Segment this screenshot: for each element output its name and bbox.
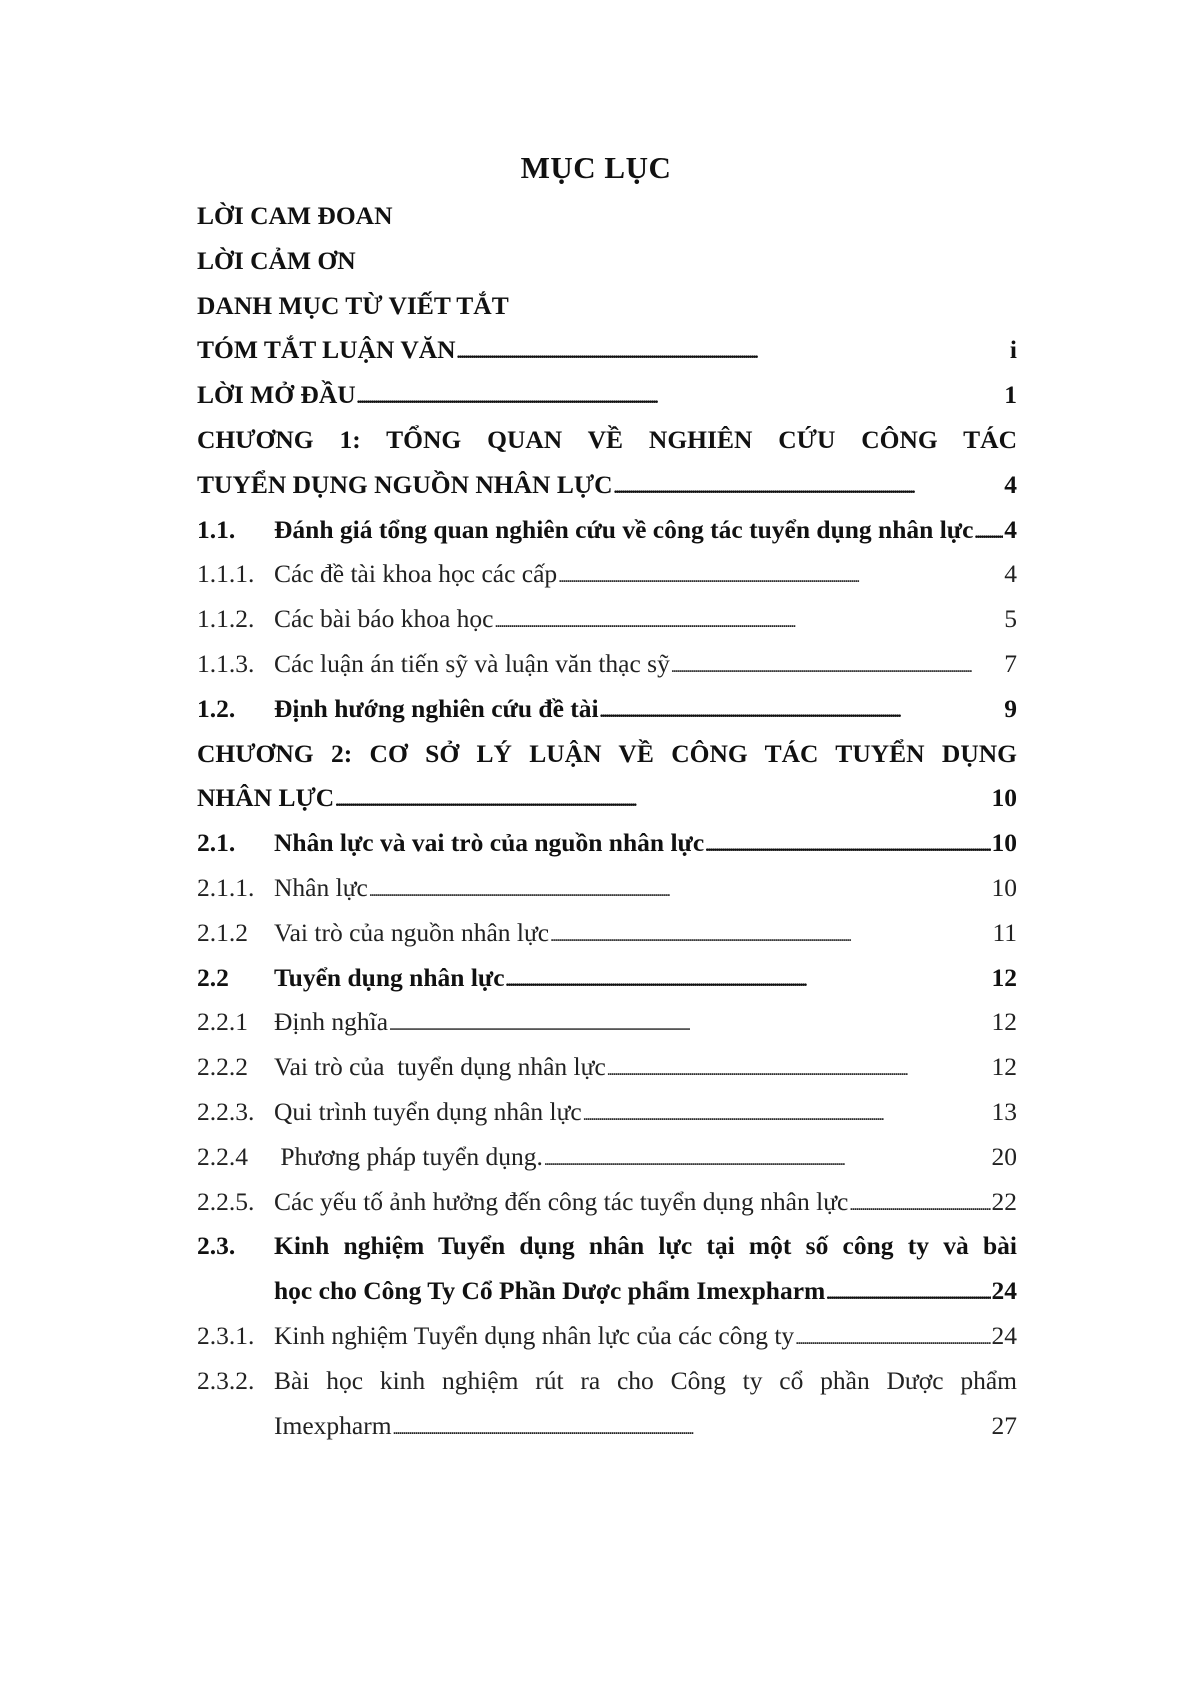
toc-page-number: 20 xyxy=(991,1141,1017,1171)
toc-entry-text: học cho Công Ty Cổ Phần Dược phẩm Imexpharm xyxy=(274,1276,826,1306)
dot-leader xyxy=(393,1404,991,1453)
toc-section-number: 2.3. xyxy=(197,1231,236,1261)
toc-entry-2-1-1[interactable] xyxy=(197,866,1017,911)
toc-entry-2-1-2[interactable] xyxy=(197,911,1017,956)
toc-entry-2-2-2[interactable] xyxy=(197,1045,1017,1090)
toc-section-number: 1.1.3. xyxy=(197,648,255,678)
toc-page-number: 10 xyxy=(991,783,1017,813)
toc-entry-text: TÓM TẮT LUẬN VĂN xyxy=(197,335,456,365)
toc-entry-chapter-2-line1[interactable] xyxy=(197,732,1017,777)
toc-section-number: 1.1.2. xyxy=(197,604,255,634)
toc-entry-text: Qui trình tuyển dụng nhân lực xyxy=(274,1096,582,1126)
toc-page-number: 24 xyxy=(991,1320,1017,1350)
toc-entry-chapter-2-line2[interactable] xyxy=(197,776,1017,821)
toc-page-number: 10 xyxy=(991,872,1017,902)
toc-entry-2-3-2-line2[interactable] xyxy=(197,1404,1017,1449)
toc-entry-2-2-1[interactable] xyxy=(197,1000,1017,1045)
toc-entry-2-1[interactable] xyxy=(197,821,1017,866)
toc-entry-2-2-4[interactable] xyxy=(197,1135,1017,1180)
toc-page-number: 9 xyxy=(1004,693,1017,723)
toc-page-number: 11 xyxy=(992,917,1017,947)
toc-entry-1-2[interactable] xyxy=(197,687,1017,732)
toc-entry-chapter-1-line2[interactable] xyxy=(197,463,1017,508)
toc-entry-1-1[interactable] xyxy=(197,508,1017,553)
toc-entry-loi-mo-dau[interactable] xyxy=(197,373,1017,418)
toc-entry-2-2-5[interactable] xyxy=(197,1180,1017,1225)
toc-entry-text: Các bài báo khoa học xyxy=(274,604,494,634)
toc-page-number: 22 xyxy=(991,1186,1017,1216)
toc-entry-text: TUYỂN DỤNG NGUỒN NHÂN LỰC xyxy=(197,469,613,499)
toc-entry-text: Kinh nghiệm Tuyển dụng nhân lực tại một số công ty và bài xyxy=(274,1231,1017,1261)
toc-section-number: 2.1. xyxy=(197,828,236,858)
dot-leader xyxy=(544,1135,991,1184)
dot-leader xyxy=(849,1180,990,1229)
dot-leader xyxy=(357,373,1004,422)
toc-entry-loi-cam-on[interactable] xyxy=(197,239,1017,284)
toc-page-number: 12 xyxy=(991,962,1017,992)
dot-leader xyxy=(607,1045,991,1094)
toc-section-number: 1.2. xyxy=(197,693,236,723)
toc-entry-2-2[interactable] xyxy=(197,956,1017,1001)
toc-entry-text: CHƯƠNG 2: CƠ SỞ LÝ LUẬN VỀ CÔNG TÁC TUYỂN DỤNG xyxy=(197,738,1017,768)
toc-section-number: 1.1. xyxy=(197,514,236,544)
toc-page-number: 4 xyxy=(1004,514,1017,544)
toc-entry-2-3-1[interactable] xyxy=(197,1314,1017,1359)
toc-page-number: 12 xyxy=(991,1052,1017,1082)
toc-section-number: 2.2.5. xyxy=(197,1186,255,1216)
toc-entry-text: Định hướng nghiên cứu đề tài xyxy=(274,693,599,723)
toc-entry-danh-muc[interactable] xyxy=(197,284,1017,329)
toc-entry-text: Bài học kinh nghiệm rút ra cho Công ty cổ phần Dược phẩm xyxy=(274,1365,1017,1395)
toc-page-number: 13 xyxy=(991,1096,1017,1126)
dot-leader xyxy=(506,956,991,1005)
toc-entry-tom-tat[interactable] xyxy=(197,328,1017,373)
toc-page-number: 12 xyxy=(991,1007,1017,1037)
toc-section-number: 2.2.2 xyxy=(197,1052,248,1082)
dot-leader xyxy=(600,687,1004,736)
toc-entry-text: LỜI CẢM ƠN xyxy=(197,245,356,275)
dot-leader xyxy=(974,508,1003,557)
toc-entry-text: Đánh giá tổng quan nghiên cứu về công tác tuyển dụng nhân lực xyxy=(274,514,974,544)
toc-section-number: 2.3.2. xyxy=(197,1365,255,1395)
dot-leader xyxy=(795,1314,990,1363)
toc-entry-text: Vai trò của tuyển dụng nhân lực xyxy=(274,1052,606,1082)
toc-page-number: 4 xyxy=(1004,559,1017,589)
toc-page-number: 24 xyxy=(991,1276,1017,1306)
toc-section-number: 2.2.3. xyxy=(197,1096,255,1126)
toc-section-number: 2.3.1. xyxy=(197,1320,255,1350)
dot-leader xyxy=(705,821,990,870)
toc-entry-2-3-line2[interactable] xyxy=(197,1269,1017,1314)
dot-leader xyxy=(614,463,1004,512)
dot-leader xyxy=(495,597,1004,646)
toc-section-number: 2.2 xyxy=(197,962,229,992)
toc-entry-1-1-2[interactable] xyxy=(197,597,1017,642)
toc-entry-2-3-line1[interactable] xyxy=(197,1224,1017,1269)
toc-page-number: i xyxy=(1009,335,1017,365)
toc-section-number: 2.2.4 xyxy=(197,1141,248,1171)
toc-entry-text: LỜI CAM ĐOAN xyxy=(197,201,393,230)
toc-entry-text: Vai trò của nguồn nhân lực xyxy=(274,917,550,947)
toc-entry-2-3-2-line1[interactable] xyxy=(197,1359,1017,1404)
toc-section-number: 2.1.2 xyxy=(197,917,248,947)
toc-entry-1-1-3[interactable] xyxy=(197,642,1017,687)
toc-entry-text: Kinh nghiệm Tuyển dụng nhân lực của các công ty xyxy=(274,1320,795,1350)
dot-leader xyxy=(583,1090,991,1139)
dot-leader xyxy=(558,552,1003,601)
toc-entry-1-1-1[interactable] xyxy=(197,552,1017,597)
toc-section-number: 1.1.1. xyxy=(197,559,255,589)
toc-entry-text: Tuyển dụng nhân lực xyxy=(274,962,505,992)
toc-entry-text: CHƯƠNG 1: TỔNG QUAN VỀ NGHIÊN CỨU CÔNG TÁC xyxy=(197,424,1017,454)
toc-page-number: 4 xyxy=(1004,469,1017,499)
dot-leader xyxy=(671,642,1003,691)
toc-section-number: 2.1.1. xyxy=(197,872,255,902)
toc-page-number: 27 xyxy=(991,1410,1017,1440)
dot-leader xyxy=(389,1000,990,1049)
toc-entry-text: Nhân lực xyxy=(274,872,368,902)
toc-entry-text: Imexpharm xyxy=(274,1410,392,1440)
toc-entry-loi-cam-doan[interactable] xyxy=(197,194,1017,239)
toc-section-number: 2.2.1 xyxy=(197,1007,248,1037)
dot-leader xyxy=(826,1269,990,1318)
toc-entry-text: DANH MỤC TỪ VIẾT TẮT xyxy=(197,290,509,320)
dot-leader xyxy=(457,328,1009,377)
toc-entry-chapter-1-line1[interactable] xyxy=(197,418,1017,463)
toc-entry-text: Các yếu tố ảnh hưởng đến công tác tuyển dụng nhân lực xyxy=(274,1186,849,1216)
toc-entry-text: Các luận án tiến sỹ và luận văn thạc sỹ xyxy=(274,648,670,678)
toc-page-number: 7 xyxy=(1004,648,1017,678)
table-of-contents xyxy=(197,194,1017,1448)
dot-leader xyxy=(550,911,991,960)
toc-entry-text: Định nghĩa xyxy=(274,1007,389,1037)
toc-page-number: 1 xyxy=(1004,380,1017,410)
toc-page-number: 10 xyxy=(991,828,1017,858)
page-title: MỤC LỤC xyxy=(520,150,672,185)
dot-leader xyxy=(369,866,991,915)
toc-entry-2-2-3[interactable] xyxy=(197,1090,1017,1135)
dot-leader xyxy=(335,776,990,825)
toc-entry-text: Nhân lực và vai trò của nguồn nhân lực xyxy=(274,828,705,858)
toc-page-number: 5 xyxy=(1004,604,1017,634)
toc-entry-text: LỜI MỞ ĐẦU xyxy=(197,380,356,410)
toc-entry-text: Phương pháp tuyển dụng. xyxy=(274,1141,543,1171)
toc-entry-text: NHÂN LỰC xyxy=(197,783,335,813)
toc-entry-text: Các đề tài khoa học các cấp xyxy=(274,559,558,589)
